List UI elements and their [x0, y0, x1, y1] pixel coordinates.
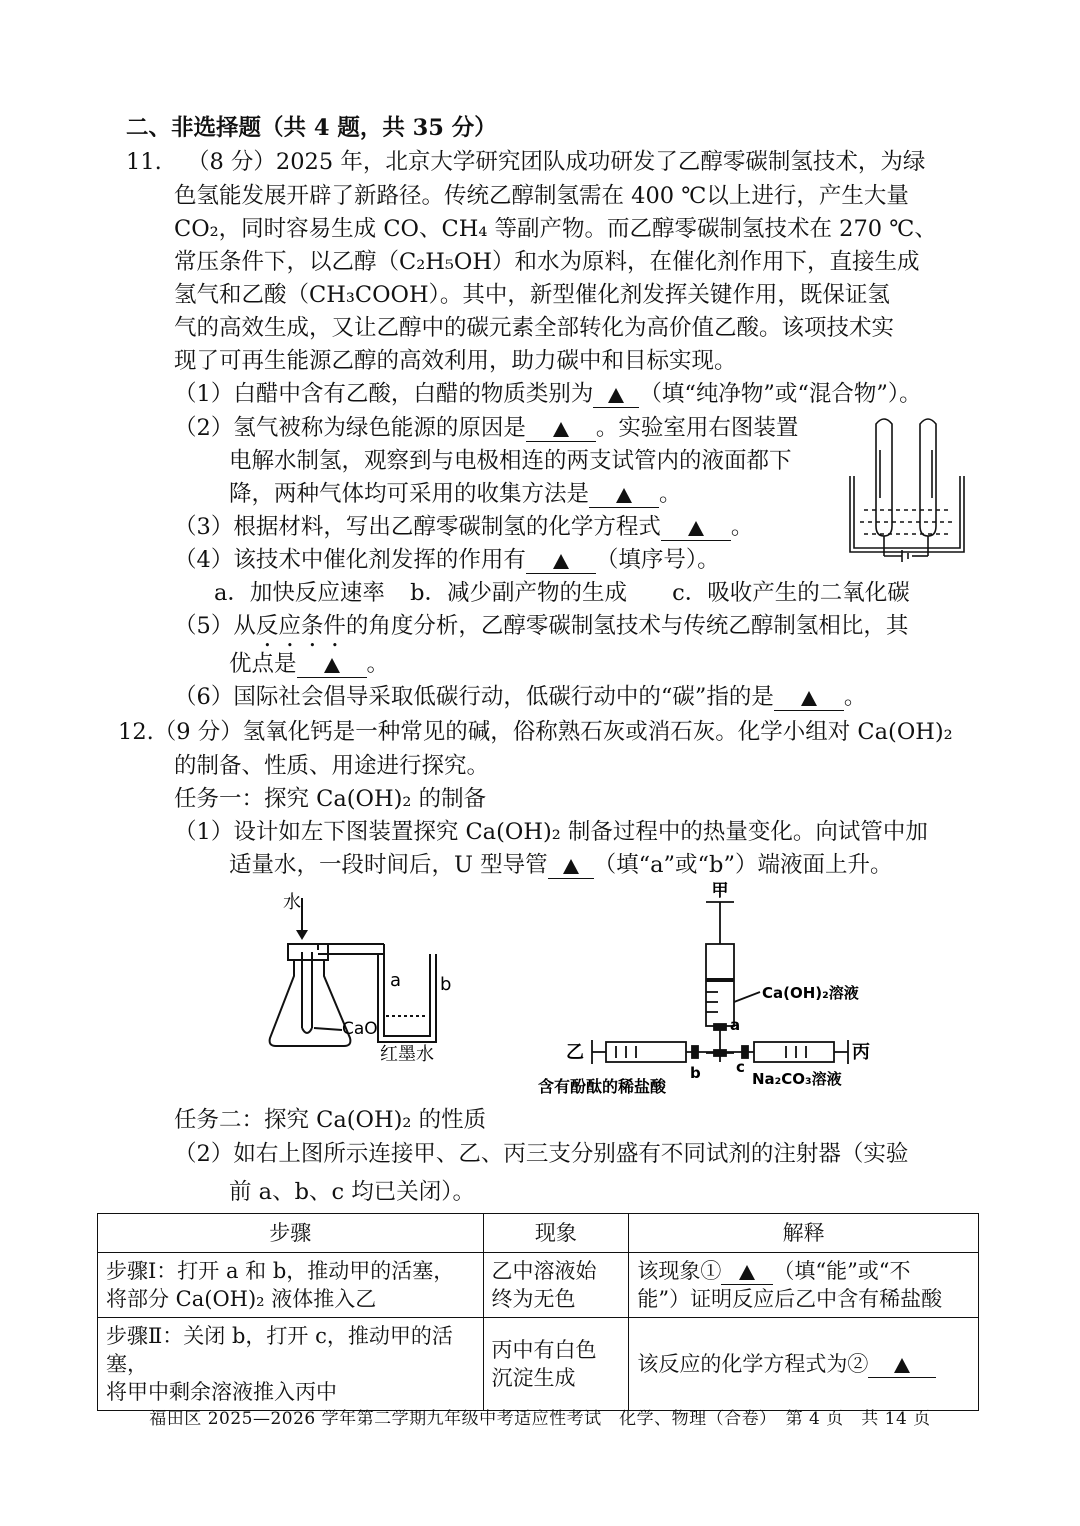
water-label: 水	[283, 892, 301, 913]
triangle-icon	[608, 388, 624, 403]
step-1-cell	[98, 1253, 484, 1318]
answer-blank[interactable]	[548, 852, 594, 879]
phenomenon-1-line-b: 终为无色	[491, 1287, 576, 1311]
q11-p2-text-e: 。	[659, 481, 682, 507]
q11-p1-hint: （填“纯净物”或“混合物”）。	[639, 381, 922, 407]
answer-blank[interactable]	[868, 1351, 936, 1378]
table-row	[98, 1253, 979, 1318]
triangle-icon	[616, 488, 632, 503]
q12-intro-b: 的制备、性质、用途进行探究。	[174, 753, 490, 779]
q11-p6-text-b: 。	[843, 684, 867, 710]
q11-intro-1: 色氢能发展开辟了新路径。传统乙醇制氢需在 400 ℃以上进行，产生大量	[174, 183, 909, 209]
q11-p5-text-b: 优点是	[229, 651, 297, 677]
q12-task-2: 任务二：探究 Ca(OH)₂ 的性质	[174, 1107, 487, 1133]
explanation-2-cell	[629, 1318, 979, 1411]
phenomenon-2-line-a: 丙中有白色	[491, 1338, 597, 1362]
answer-blank[interactable]	[774, 684, 844, 711]
q11-p4-options	[214, 577, 910, 609]
section-title: 二、非选择题（共 4 题，共 35 分）	[126, 115, 497, 141]
valve-b-label: b	[690, 1064, 701, 1082]
na2co3-solution-label: Na₂CO₃溶液	[752, 1070, 842, 1088]
q11-p5-rest: 的角度分析，乙醇零碳制氢技术与传统乙醇制氢相比，其	[345, 613, 909, 639]
phenomenon-1-line-a: 乙中溶液始	[491, 1259, 597, 1283]
answer-blank[interactable]	[661, 514, 731, 541]
triangle-icon	[553, 554, 569, 569]
q11-intro-4: 氢气和乙酸（CH₃COOH）。其中，新型催化剂发挥关键作用，既保证氢	[174, 282, 890, 308]
explanation-1-line-c: 能”）证明反应后乙中含有稀盐酸	[637, 1287, 943, 1311]
option-b: b．减少副产物的生成	[410, 580, 627, 606]
q11-part-5-line-2	[229, 648, 389, 680]
q11-p5-text-c: 。	[366, 651, 390, 677]
option-c: c．吸收产生的二氧化碳	[672, 580, 910, 606]
step-2-line-a: 步骤Ⅱ：关闭 b，打开 c，推动甲的活塞，	[106, 1324, 453, 1376]
q11-part-6	[174, 681, 866, 713]
step-1-line-b: 将部分 Ca(OH)₂ 液体推入乙	[106, 1287, 377, 1311]
triangle-icon	[553, 422, 569, 437]
q11-part-1	[174, 378, 922, 410]
answer-blank[interactable]	[526, 547, 596, 574]
q12-part-2-line-2: 前 a、b、c 均已关闭）。	[229, 1179, 475, 1205]
q11-part-2-line-2: 电解水制氢，观察到与电极相连的两支试管内的液面都下	[229, 448, 792, 474]
answer-blank[interactable]	[593, 381, 639, 408]
q12-line-1	[118, 716, 953, 748]
q12-number: 12.	[118, 719, 154, 745]
phenomenon-2-line-b: 沉淀生成	[491, 1366, 576, 1390]
valve-a-label: a	[730, 1016, 741, 1034]
q11-p2-text-b: 。实验室用右图装置	[595, 415, 799, 441]
table-header-phenomenon: 现象	[483, 1214, 629, 1253]
electrolysis-apparatus-figure	[846, 410, 968, 562]
triangle-icon	[894, 1358, 910, 1373]
q11-part-2-line-1	[174, 412, 798, 444]
valve-c-label: c	[736, 1058, 745, 1076]
red-ink-label: 红墨水	[380, 1044, 434, 1065]
q12-intro-a: （9 分）氢氧化钙是一种常见的碱，俗称熟石灰或消石灰。化学小组对 Ca(OH)₂	[153, 719, 953, 745]
cao-flask-u-tube-figure	[262, 888, 462, 1068]
q11-part-3	[174, 511, 753, 543]
q11-line-1	[126, 146, 925, 178]
explanation-1-hint: （填“能”或“不	[773, 1259, 911, 1283]
answer-blank[interactable]	[721, 1258, 773, 1285]
q11-intro-2: CO₂，同时容易生成 CO、CH₄ 等副产物。而乙醇零碳制氢技术在 270 ℃、	[174, 216, 937, 242]
three-syringes-figure	[538, 880, 886, 1100]
b-end-label: b	[440, 974, 452, 995]
option-a: a．加快反应速率	[214, 580, 385, 606]
cao-label: CaO	[342, 1019, 378, 1039]
q11-p4-hint: （填序号）。	[595, 547, 720, 573]
triangle-icon	[739, 1265, 755, 1280]
answer-blank[interactable]	[297, 651, 367, 678]
q11-part-4	[174, 544, 720, 576]
q12-part-2-line-1: （2）如右上图所示连接甲、乙、丙三支分别盛有不同试剂的注射器（实验	[174, 1141, 909, 1167]
q12-task-1: 任务一：探究 Ca(OH)₂ 的制备	[174, 786, 487, 812]
table-row	[98, 1318, 979, 1411]
q11-intro-3: 常压条件下，以乙醇（C₂H₅OH）和水为原料，在催化剂作用下，直接生成	[174, 249, 920, 275]
caoh2-solution-label: Ca(OH)₂溶液	[762, 984, 859, 1002]
syringe-yi-label: 乙	[566, 1042, 584, 1063]
q11-number: 11.	[126, 149, 162, 175]
q11-part-2-line-3	[229, 478, 682, 510]
table-header-row	[98, 1214, 979, 1253]
q11-intro-5: 气的高效生成，又让乙醇中的碳元素全部转化为高价值乙酸。该项技术实	[174, 315, 895, 341]
q11-p2-text: （2）氢气被称为绿色能源的原因是	[174, 415, 526, 441]
q11-part-5-line-1	[174, 610, 908, 652]
q11-p2-text-d: 降，两种气体均可采用的收集方法是	[229, 481, 590, 507]
q11-p4-text: （4）该技术中催化剂发挥的作用有	[174, 547, 526, 573]
phenomenon-2-cell	[483, 1318, 629, 1411]
q11-score: （8 分）	[186, 149, 276, 175]
q12-p1-text-b: 适量水，一段时间后，U 型导管	[229, 852, 548, 878]
phenomenon-1-cell	[483, 1253, 629, 1318]
table-header-explanation: 解释	[629, 1214, 979, 1253]
table-header-step: 步骤	[98, 1214, 484, 1253]
explanation-2-line-a: 该反应的化学方程式为②	[637, 1352, 869, 1376]
q11-intro-6: 现了可再生能源乙醇的高效利用，助力碳中和目标实现。	[174, 348, 737, 374]
step-2-line-b: 将甲中剩余溶液推入丙中	[106, 1380, 337, 1404]
q11-p1-text: （1）白醋中含有乙酸，白醋的物质类别为	[174, 381, 594, 407]
triangle-icon	[563, 859, 579, 874]
syringe-jia-label: 甲	[711, 881, 729, 901]
q11-intro-0: 2025 年，北京大学研究团队成功研发了乙醇零碳制氢技术，为绿	[275, 149, 926, 175]
q11-p3-text: （3）根据材料，写出乙醇零碳制氢的化学方程式	[174, 514, 661, 540]
q11-p5-prefix: （5）从	[174, 613, 256, 639]
explanation-1-cell	[629, 1253, 979, 1318]
q12-part-1-line-1: （1）设计如左下图装置探究 Ca(OH)₂ 制备过程中的热量变化。向试管中加	[174, 819, 928, 845]
answer-blank[interactable]	[589, 481, 659, 508]
q11-p3-text-b: 。	[730, 514, 754, 540]
triangle-icon	[324, 658, 340, 673]
experiment-steps-table	[97, 1213, 979, 1411]
triangle-icon	[801, 691, 817, 706]
q11-p6-text: （6）国际社会倡导采取低碳行动，低碳行动中的“碳”指的是	[174, 684, 774, 710]
page-footer: 福田区 2025—2026 学年第二学期九年级中考适应性考试 化学、物理（合卷） 第 4 页 共 14 页	[149, 1409, 931, 1429]
a-end-label: a	[390, 970, 402, 991]
q12-p1-text-c: （填“a”或“b”）端液面上升。	[593, 852, 893, 878]
syringe-bing-label: 丙	[852, 1042, 870, 1063]
acid-solution-label: 含有酚酞的稀盐酸	[538, 1077, 667, 1096]
q12-part-1-line-2	[229, 849, 892, 881]
q11-p5-emphasis: 反应条件	[255, 613, 346, 639]
step-1-line-a: 步骤Ⅰ：打开 a 和 b，推动甲的活塞，	[106, 1259, 455, 1283]
explanation-1-line-a: 该现象①	[637, 1259, 722, 1283]
triangle-icon	[688, 521, 704, 536]
step-2-cell	[98, 1318, 484, 1411]
answer-blank[interactable]	[526, 415, 596, 442]
